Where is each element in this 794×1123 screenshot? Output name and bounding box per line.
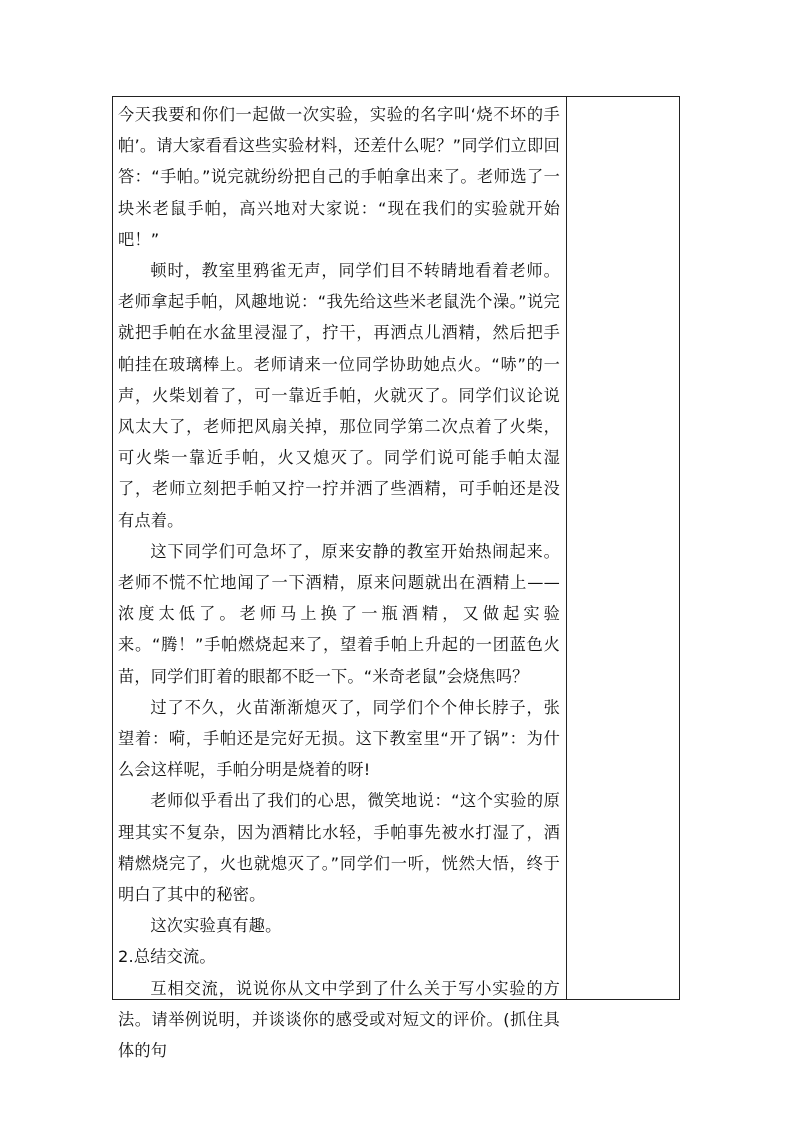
- content-cell: [113, 97, 567, 1061]
- paragraph-experiment-intro: 今天我要和你们一起做一次实验，实验的名字叫‘烧不坏的手帕’。请大家看看这些实验材料，还差什么呢？”同学们立即回答：“手帕。”说完就纷纷把自己的手帕拿出来了。老师选了一块米老鼠手帕，高兴地对大家说：“现在我们的实验就开始吧！”: [118, 105, 560, 249]
- paragraph-discussion-task: 互相交流，说说你从文中学到了什么关于写小实验的方法。请举例说明，并谈谈你的感受或对短文的评价。(抓住具体的句: [118, 978, 560, 1061]
- paragraph-conclusion: 这次实验真有趣。: [150, 916, 282, 936]
- paragraph-alcohol-change: 这下同学们可急坏了，原来安静的教室开始热闹起来。老师不慌不忙地闻了一下酒精，原来问题就出在酒精上——浓度太低了。老师马上换了一瓶酒精，又做起实验来。“腾！”手帕燃烧起来了，望着手帕上升起的一团蓝色火苗，同学们盯着的眼都不眨一下。“米奇老鼠”会烧焦吗？: [118, 541, 560, 686]
- notes-cell: [567, 97, 679, 999]
- paragraph-first-attempt: 顿时，教室里鸦雀无声，同学们目不转睛地看着老师。老师拿起手帕，风趣地说：“我先给这些米老鼠洗个澡。”说完就把手帕在水盆里浸湿了，拧干，再洒点儿酒精，然后把手帕挂在玻璃棒上。老师请来一位同学协助她点火。“哧”的一声，火柴划着了，可一靠近手帕，火就灭了。同学们议论说风太大了，老师把风扇关掉，那位同学第二次点着了火柴，可火柴一靠近手帕，火又熄灭了。同学们说可能手帕太湿了，老师立刻把手帕又拧一拧并洒了些酒精，可手帕还是没有点着。: [118, 261, 560, 530]
- paragraph-explanation: 老师似乎看出了我们的心思，微笑地说：“这个实验的原理其实不复杂，因为酒精比水轻，手帕事先被水打湿了，酒精燃烧完了，火也就熄灭了。”同学们一听，恍然大悟，终于明白了其中的秘密。: [118, 791, 560, 905]
- section-heading-summary: 2.总结交流。: [118, 947, 216, 967]
- lesson-table: [112, 96, 680, 1061]
- paragraph-result: 过了不久，火苗渐渐熄灭了，同学们个个伸长脖子，张望着：嗬，手帕还是完好无损。这下教室里“开了锅”：为什么会这样呢，手帕分明是烧着的呀!: [118, 697, 560, 780]
